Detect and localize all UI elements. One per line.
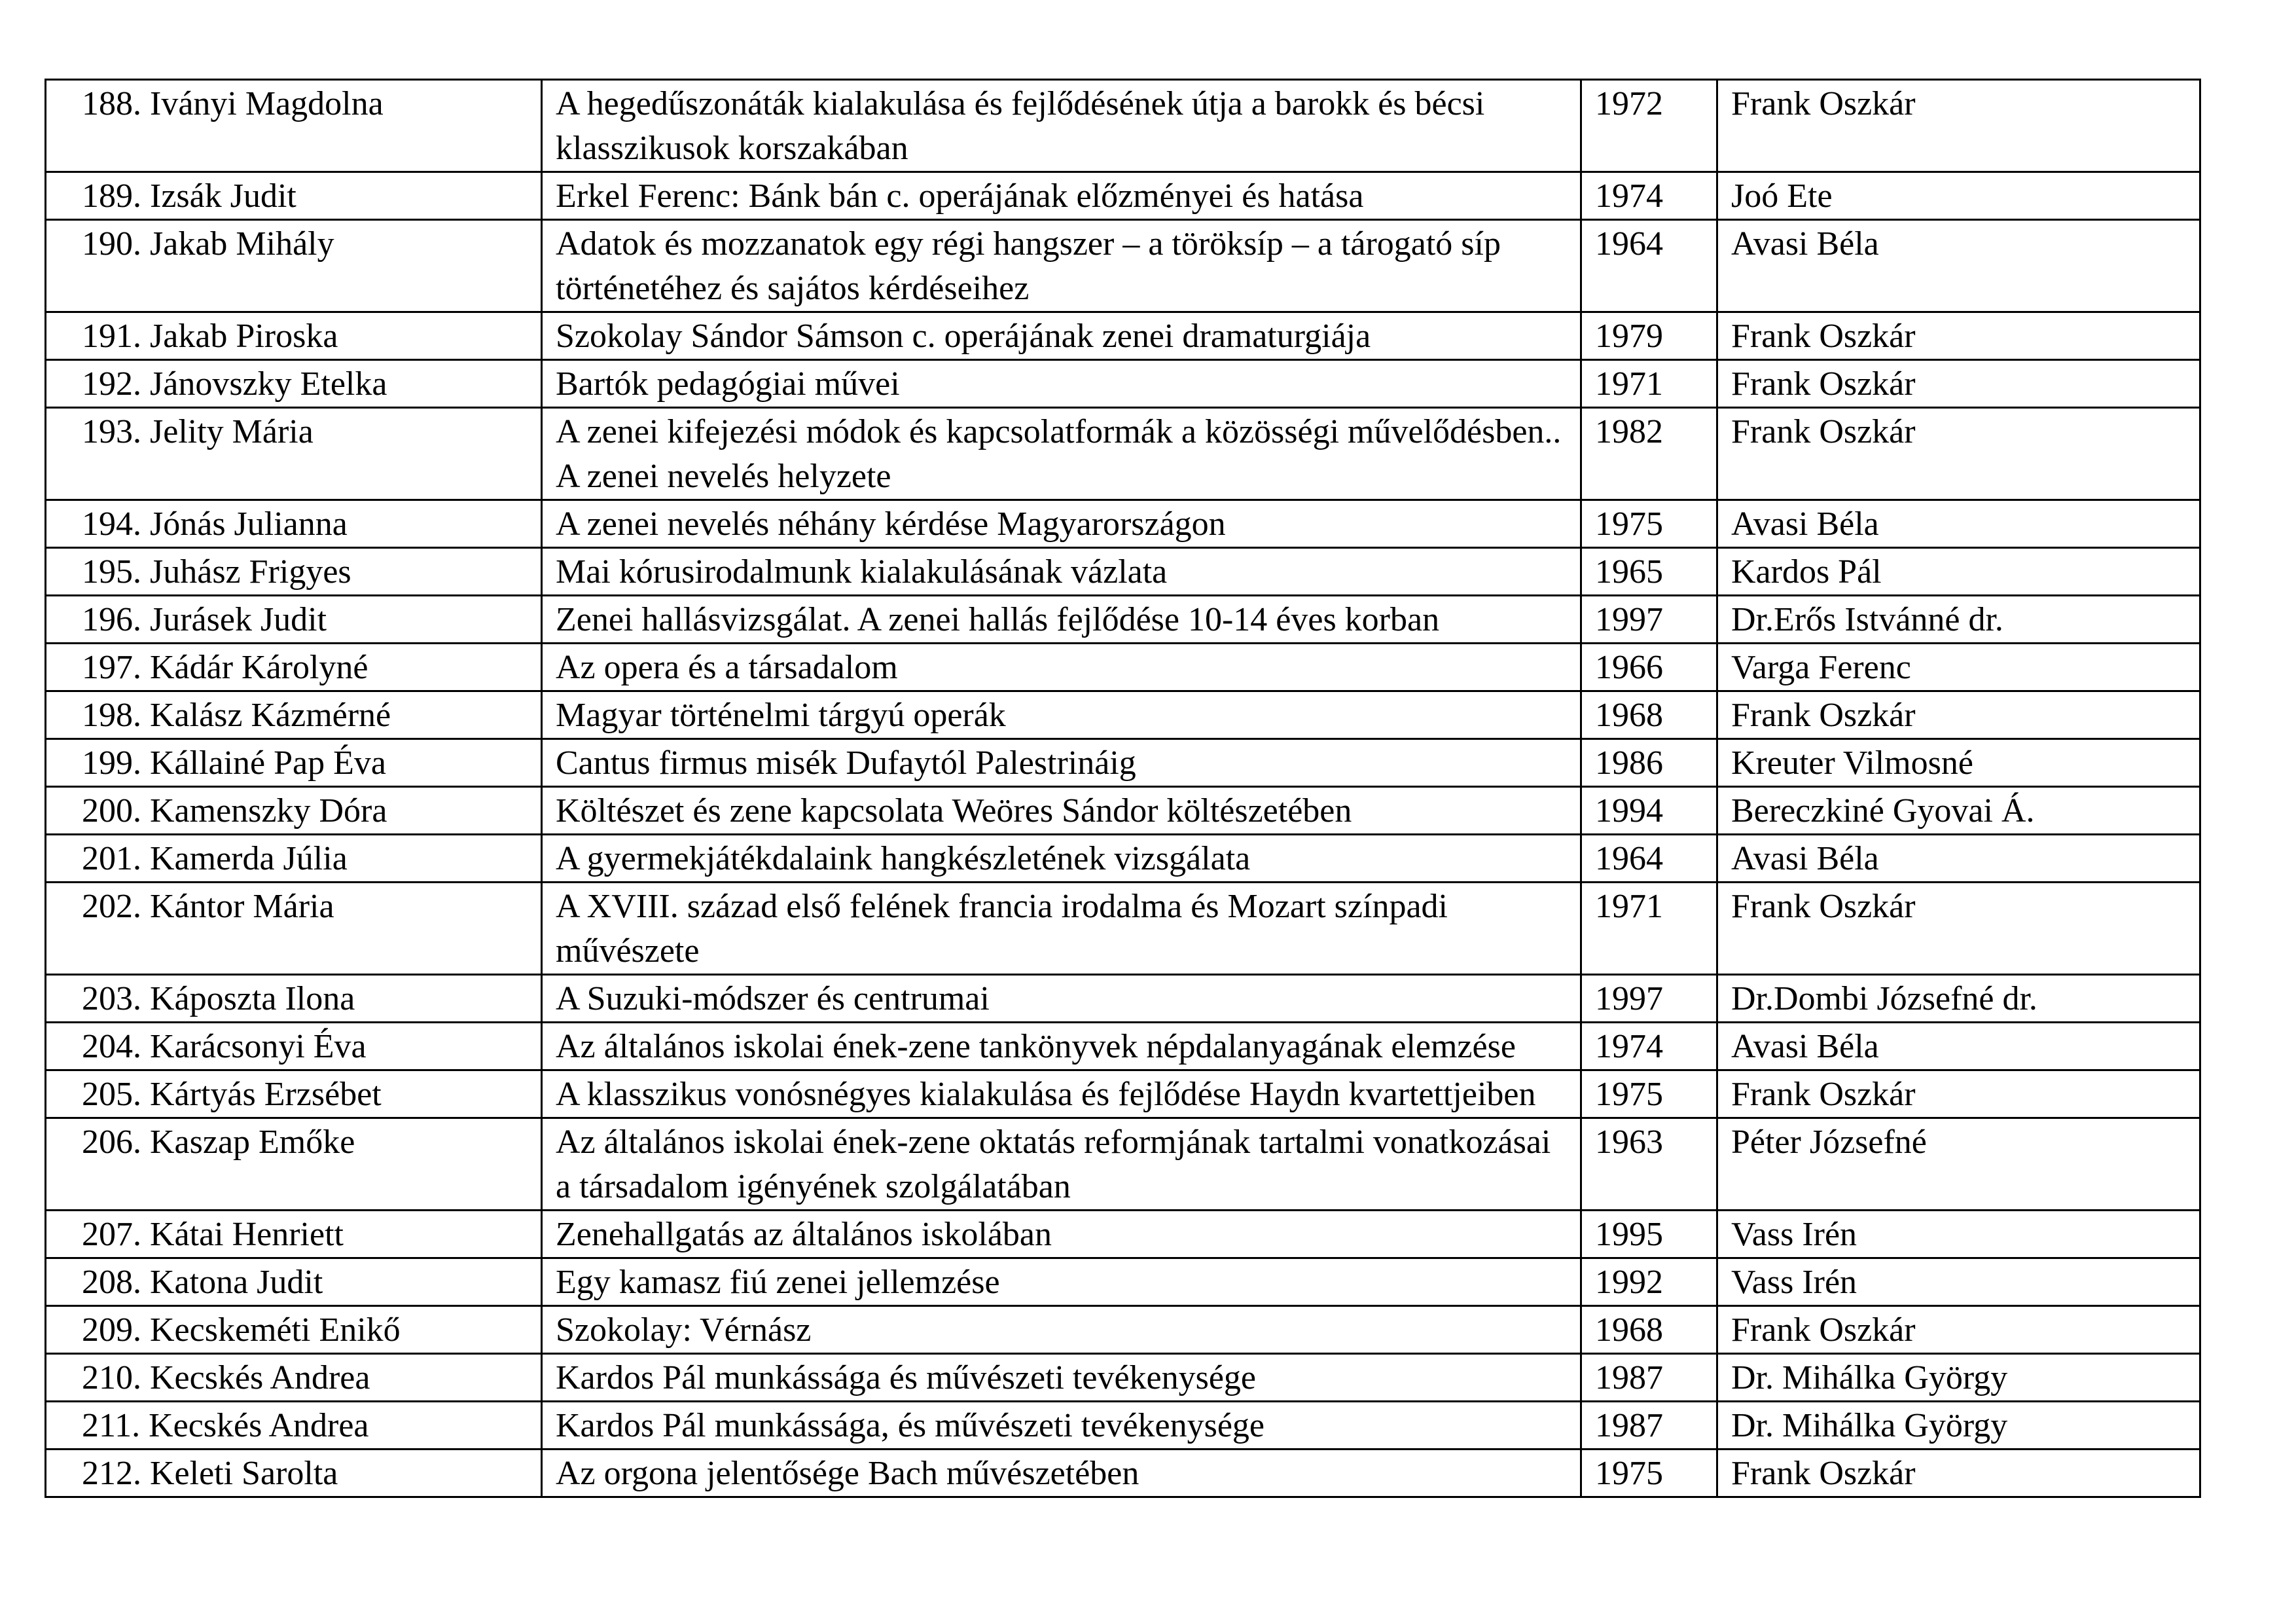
thesis-title-cell: Cantus firmus misék Dufaytól Palestrináig [542, 739, 1581, 787]
advisor-cell: Dr.Dombi Józsefné dr. [1717, 975, 2200, 1023]
thesis-title-cell: Adatok és mozzanatok egy régi hangszer – a töröksíp – a tárogató síp történetéhez és sajátos kérdéseihez [542, 220, 1581, 312]
year-cell: 1975 [1581, 1070, 1717, 1118]
advisor-cell: Bereczkiné Gyovai Á. [1717, 787, 2200, 835]
thesis-title-cell: Az orgona jelentősége Bach művészetében [542, 1450, 1581, 1497]
table-row [46, 1450, 2200, 1497]
thesis-title-cell: Erkel Ferenc: Bánk bán c. operájának előzményei és hatása [542, 172, 1581, 220]
advisor-cell: Frank Oszkár [1717, 80, 2200, 172]
advisor-cell: Varga Ferenc [1717, 644, 2200, 691]
thesis-title-cell: A XVIII. század első felének francia irodalma és Mozart színpadi művészete [542, 883, 1581, 975]
table-row [46, 408, 2200, 500]
thesis-title-cell: A gyermekjátékdalaink hangkészletének vizsgálata [542, 835, 1581, 883]
author-name-cell: 197. Kádár Károlyné [46, 644, 542, 691]
thesis-title-cell: A hegedűszonáták kialakulása és fejlődésének útja a barokk és bécsi klasszikusok korszakában [542, 80, 1581, 172]
thesis-title-cell: Szokolay Sándor Sámson c. operájának zenei dramaturgiája [542, 312, 1581, 360]
author-name-cell: 199. Kállainé Pap Éva [46, 739, 542, 787]
advisor-cell: Avasi Béla [1717, 835, 2200, 883]
thesis-table [45, 79, 2201, 1498]
table-row [46, 644, 2200, 691]
advisor-cell: Frank Oszkár [1717, 1306, 2200, 1354]
thesis-title-cell: Az általános iskolai ének-zene oktatás reformjának tartalmi vonatkozásai a társadalom igényének szolgálatában [542, 1118, 1581, 1211]
advisor-cell: Frank Oszkár [1717, 883, 2200, 975]
thesis-title-cell: Kardos Pál munkássága és művészeti tevékenysége [542, 1354, 1581, 1402]
table-row [46, 975, 2200, 1023]
year-cell: 1979 [1581, 312, 1717, 360]
table-row [46, 1354, 2200, 1402]
table-row [46, 1023, 2200, 1070]
advisor-cell: Vass Irén [1717, 1258, 2200, 1306]
author-name-cell: 188. Iványi Magdolna [46, 80, 542, 172]
year-cell: 1965 [1581, 548, 1717, 596]
year-cell: 1971 [1581, 360, 1717, 408]
author-name-cell: 207. Kátai Henriett [46, 1211, 542, 1258]
year-cell: 1975 [1581, 1450, 1717, 1497]
year-cell: 1997 [1581, 975, 1717, 1023]
table-row [46, 883, 2200, 975]
author-name-cell: 201. Kamerda Júlia [46, 835, 542, 883]
advisor-cell: Frank Oszkár [1717, 312, 2200, 360]
year-cell: 1997 [1581, 596, 1717, 644]
year-cell: 1964 [1581, 835, 1717, 883]
author-name-cell: 203. Káposzta Ilona [46, 975, 542, 1023]
year-cell: 1968 [1581, 691, 1717, 739]
author-name-cell: 212. Keleti Sarolta [46, 1450, 542, 1497]
year-cell: 1974 [1581, 172, 1717, 220]
author-name-cell: 208. Katona Judit [46, 1258, 542, 1306]
thesis-title-cell: Magyar történelmi tárgyú operák [542, 691, 1581, 739]
year-cell: 1974 [1581, 1023, 1717, 1070]
advisor-cell: Frank Oszkár [1717, 691, 2200, 739]
advisor-cell: Frank Oszkár [1717, 408, 2200, 500]
advisor-cell: Dr. Mihálka György [1717, 1402, 2200, 1450]
advisor-cell: Frank Oszkár [1717, 360, 2200, 408]
advisor-cell: Dr.Erős Istvánné dr. [1717, 596, 2200, 644]
year-cell: 1982 [1581, 408, 1717, 500]
year-cell: 1964 [1581, 220, 1717, 312]
table-row [46, 80, 2200, 172]
table-row [46, 360, 2200, 408]
advisor-cell: Frank Oszkár [1717, 1450, 2200, 1497]
advisor-cell: Frank Oszkár [1717, 1070, 2200, 1118]
advisor-cell: Joó Ete [1717, 172, 2200, 220]
thesis-title-cell: A klasszikus vonósnégyes kialakulása és fejlődése Haydn kvartettjeiben [542, 1070, 1581, 1118]
table-row [46, 1070, 2200, 1118]
table-row [46, 548, 2200, 596]
advisor-cell: Kreuter Vilmosné [1717, 739, 2200, 787]
table-row [46, 835, 2200, 883]
year-cell: 1986 [1581, 739, 1717, 787]
author-name-cell: 205. Kártyás Erzsébet [46, 1070, 542, 1118]
thesis-title-cell: Költészet és zene kapcsolata Weöres Sándor költészetében [542, 787, 1581, 835]
advisor-cell: Péter Józsefné [1717, 1118, 2200, 1211]
author-name-cell: 189. Izsák Judit [46, 172, 542, 220]
author-name-cell: 194. Jónás Julianna [46, 500, 542, 548]
year-cell: 1975 [1581, 500, 1717, 548]
thesis-title-cell: Bartók pedagógiai művei [542, 360, 1581, 408]
advisor-cell: Vass Irén [1717, 1211, 2200, 1258]
advisor-cell: Kardos Pál [1717, 548, 2200, 596]
thesis-title-cell: Zenehallgatás az általános iskolában [542, 1211, 1581, 1258]
table-row [46, 1402, 2200, 1450]
year-cell: 1966 [1581, 644, 1717, 691]
author-name-cell: 204. Karácsonyi Éva [46, 1023, 542, 1070]
table-row [46, 1211, 2200, 1258]
thesis-title-cell: Egy kamasz fiú zenei jellemzése [542, 1258, 1581, 1306]
table-row [46, 1306, 2200, 1354]
advisor-cell: Dr. Mihálka György [1717, 1354, 2200, 1402]
thesis-title-cell: A zenei nevelés néhány kérdése Magyarországon [542, 500, 1581, 548]
table-row [46, 739, 2200, 787]
thesis-title-cell: A zenei kifejezési módok és kapcsolatformák a közösségi művelődésben.. A zenei nevelés helyzete [542, 408, 1581, 500]
author-name-cell: 198. Kalász Kázmérné [46, 691, 542, 739]
table-row [46, 1118, 2200, 1211]
author-name-cell: 209. Kecskeméti Enikő [46, 1306, 542, 1354]
year-cell: 1987 [1581, 1354, 1717, 1402]
year-cell: 1971 [1581, 883, 1717, 975]
year-cell: 1995 [1581, 1211, 1717, 1258]
author-name-cell: 190. Jakab Mihály [46, 220, 542, 312]
author-name-cell: 202. Kántor Mária [46, 883, 542, 975]
author-name-cell: 193. Jelity Mária [46, 408, 542, 500]
author-name-cell: 191. Jakab Piroska [46, 312, 542, 360]
author-name-cell: 210. Kecskés Andrea [46, 1354, 542, 1402]
advisor-cell: Avasi Béla [1717, 1023, 2200, 1070]
table-row [46, 500, 2200, 548]
table-row [46, 596, 2200, 644]
author-name-cell: 195. Juhász Frigyes [46, 548, 542, 596]
author-name-cell: 211. Kecskés Andrea [46, 1402, 542, 1450]
thesis-title-cell: Zenei hallásvizsgálat. A zenei hallás fejlődése 10-14 éves korban [542, 596, 1581, 644]
year-cell: 1992 [1581, 1258, 1717, 1306]
table-row [46, 787, 2200, 835]
thesis-title-cell: Az általános iskolai ének-zene tankönyvek népdalanyagának elemzése [542, 1023, 1581, 1070]
thesis-title-cell: Az opera és a társadalom [542, 644, 1581, 691]
table-row [46, 312, 2200, 360]
year-cell: 1968 [1581, 1306, 1717, 1354]
table-row [46, 172, 2200, 220]
table-row [46, 220, 2200, 312]
thesis-title-cell: A Suzuki-módszer és centrumai [542, 975, 1581, 1023]
thesis-title-cell: Mai kórusirodalmunk kialakulásának vázlata [542, 548, 1581, 596]
author-name-cell: 200. Kamenszky Dóra [46, 787, 542, 835]
thesis-title-cell: Szokolay: Vérnász [542, 1306, 1581, 1354]
year-cell: 1987 [1581, 1402, 1717, 1450]
year-cell: 1972 [1581, 80, 1717, 172]
author-name-cell: 196. Jurásek Judit [46, 596, 542, 644]
year-cell: 1994 [1581, 787, 1717, 835]
author-name-cell: 206. Kaszap Emőke [46, 1118, 542, 1211]
table-row [46, 691, 2200, 739]
table-row [46, 1258, 2200, 1306]
author-name-cell: 192. Jánovszky Etelka [46, 360, 542, 408]
year-cell: 1963 [1581, 1118, 1717, 1211]
thesis-table-body [46, 80, 2200, 1497]
advisor-cell: Avasi Béla [1717, 500, 2200, 548]
thesis-title-cell: Kardos Pál munkássága, és művészeti tevékenysége [542, 1402, 1581, 1450]
advisor-cell: Avasi Béla [1717, 220, 2200, 312]
